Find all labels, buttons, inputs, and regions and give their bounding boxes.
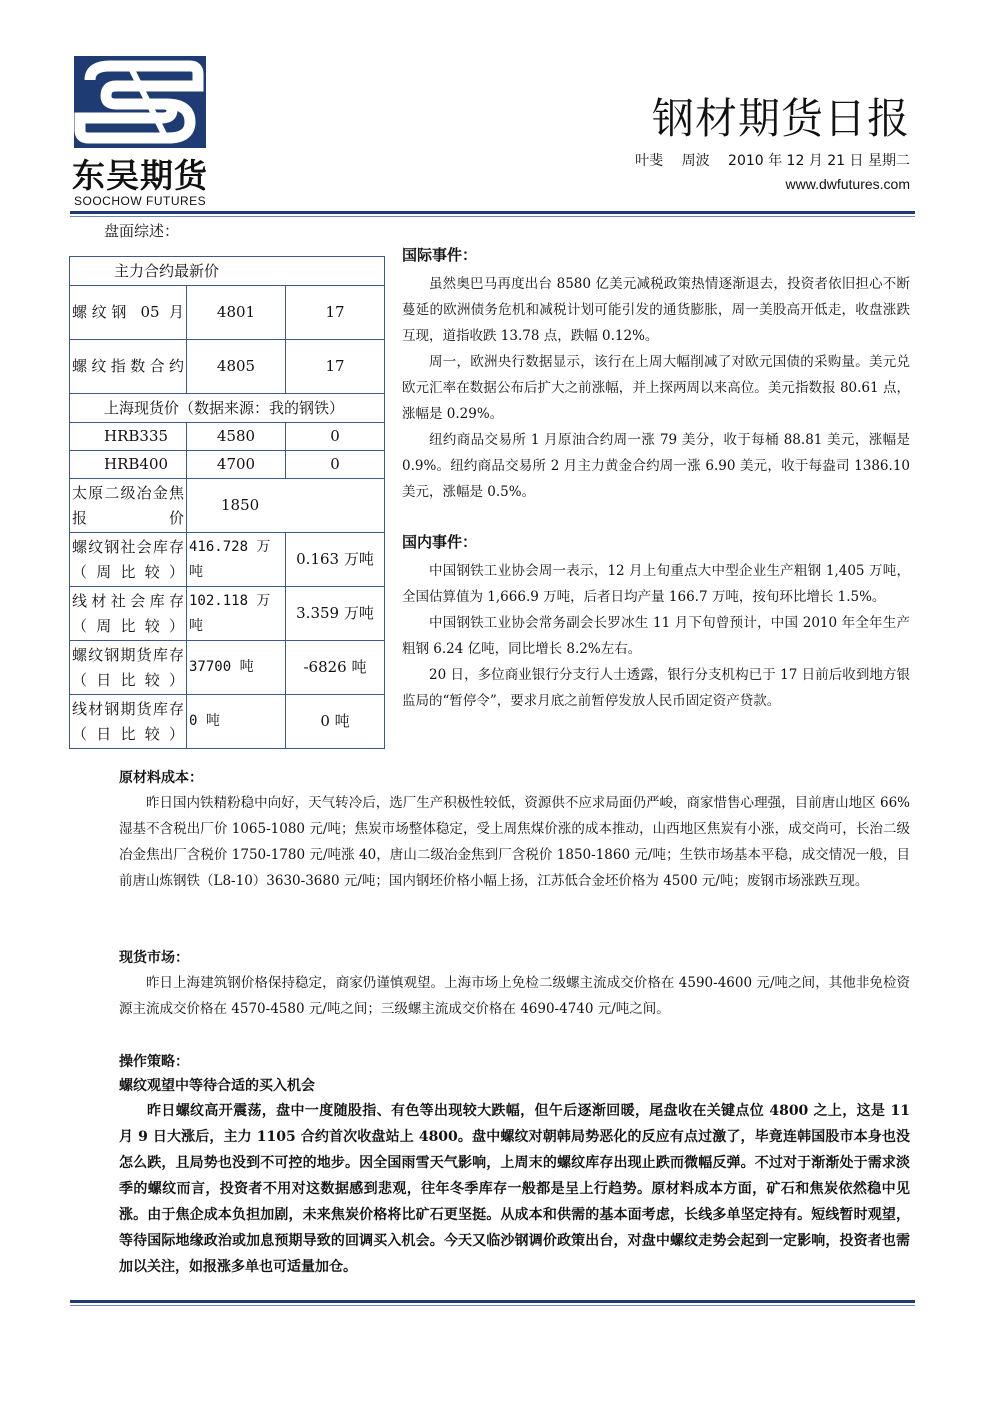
- row-change: -6826 吨: [286, 641, 385, 695]
- table-row: [70, 286, 385, 340]
- table-row: [70, 340, 385, 394]
- section-heading: 国内事件：: [402, 533, 478, 551]
- row-label: 螺纹钢期货库存（日比较）: [70, 641, 187, 695]
- raw-materials-section: [119, 766, 910, 894]
- author-2: 周波: [681, 153, 710, 169]
- paragraph: 中国钢铁工业协会周一表示，12 月上旬重点大中型企业生产粗钢 1,405 万吨，全国估算值为 1,666.9 万吨，后者日均产量 166.7 万吨，按旬环比增长 1.5%。: [402, 563, 910, 605]
- paragraph: 昨日国内铁精粉稳中向好，天气转冷后，选厂生产积极性较低，资源供不应求局面仍严峻，商家惜售心理强，目前唐山地区 66%湿基不含税出厂价 1065-1080 元/吨；焦炭市场整体稳定，受上周焦煤价涨的成本推动，山西地区焦炭有小涨，成交尚可，长治二级冶金焦出厂含税价 1750-1780 元/吨涨 40，唐山二级冶金焦到厂含税价 1850-1860 元/吨；生铁市场基本平稳，成交情况一般，目前唐山炼钢铁（L8-10）3630-3680 元/吨；国内钢坯价格小幅上扬，江苏低合金坯价格为 4500 元/吨；废钢市场涨跌互现。: [119, 795, 910, 889]
- report-title: 钢材期货日报: [651, 94, 910, 143]
- paragraph: 昨日螺纹高开震荡，盘中一度随股指、有色等出现较大跌幅，但午后逐渐回暖，尾盘收在关键点位 4800 之上，这是 11 月 9 日大涨后，主力 1105 合约首次收盘站上 4800。盘中螺纹对朝韩局势恶化的反应有点过激了，毕竟连韩国股市本身也没怎么跌，且局势也没到不可控的地步。因全国雨雪天气影响，上周末的螺纹库存出现止跌而微幅反弹。不过对于渐渐处于需求淡季的螺纹而言，投资者不用对这数据感到悲观，往年冬季库存一般都是呈上行趋势。原材料成本方面，矿石和焦炭依然稳中见涨。由于焦企成本负担加剧，未来焦炭价格将比矿石更坚挺。从成本和供需的基本面考虑，长线多单坚定持有。短线暂时观望，等待国际地缘政治或加息预期导致的回调买入机会。今天又临沙钢调价政策出台，对盘中螺纹走势会起到一定影响，投资者也需加以关注，如报涨多单也可适量加仓。: [119, 1103, 910, 1275]
- table-row: [70, 479, 385, 533]
- footer-rule: [70, 1300, 915, 1303]
- row-value: 4580: [187, 423, 286, 451]
- report-date: 2010 年 12 月 21 日 星期二: [728, 153, 910, 169]
- row-label: 螺纹钢社会库存（周比较）: [70, 533, 187, 587]
- paragraph: 纽约商品交易所 1 月原油合约周一涨 79 美分，收于每桶 88.81 美元，涨幅是 0.9%。纽约商品交易所 2 月主力黄金合约周一涨 6.90 美元，收于每盎司 1386.10 美元，涨幅是 0.5%。: [402, 432, 910, 500]
- paragraph: 昨日上海建筑钢价格保持稳定，商家仍谨慎观望。上海市场上免检二级螺主流成交价格在 4590-4600 元/吨之间，其他非免检资源主流成交价格在 4570-4580 元/吨之间；三级螺主流成交价格在 4690-4740 元/吨之间。: [119, 975, 910, 1017]
- website-link[interactable]: www.dwfutures.com: [785, 176, 910, 192]
- row-label: 线材钢期货库存（日比较）: [70, 695, 187, 749]
- company-logo: [70, 52, 210, 152]
- row-change: 0: [286, 451, 385, 479]
- row-value: 4700: [187, 451, 286, 479]
- logo-chinese-text: 东吴期货: [72, 156, 208, 195]
- strategy-section: [119, 1050, 910, 1280]
- table-row: [70, 641, 385, 695]
- paragraph: 20 日，多位商业银行分支行人士透露，银行分支机构已于 17 日前后收到地方银监局的“暂停令”，要求月底之前暂停发放人民币固定资产贷款。: [402, 667, 910, 709]
- logo-english-text: SOOCHOW FUTURES: [74, 194, 207, 208]
- header-rule-thin: [70, 216, 915, 217]
- row-label: 螺纹指数合约: [70, 340, 187, 394]
- paragraph: 中国钢铁工业协会常务副会长罗冰生 11 月下旬曾预计，中国 2010 年全年生产粗钢 6.24 亿吨，同比增长 8.2%左右。: [402, 615, 910, 657]
- table-row: [70, 533, 385, 587]
- overview-label: 盘面综述：: [104, 222, 180, 240]
- row-change: 0 吨: [286, 695, 385, 749]
- row-value: 1850: [187, 479, 385, 533]
- section-heading: 操作策略：: [119, 1054, 189, 1070]
- header-rule: [70, 211, 915, 214]
- row-value: 102.118 万吨: [187, 587, 286, 641]
- row-value: 4805: [187, 340, 286, 394]
- table-header-spot: 上海现货价（数据来源：我的钢铁）: [70, 394, 385, 423]
- international-events-section: [402, 244, 910, 505]
- footer-rule-thin: [70, 1305, 915, 1306]
- section-heading: 原材料成本：: [119, 770, 203, 786]
- table-row: [70, 257, 385, 286]
- paragraph: 周一，欧洲央行数据显示，该行在上周大幅削减了对欧元国债的采购量。美元兑欧元汇率在数据公布后扩大之前涨幅，并上探两周以来高位。美元指数报 80.61 点，涨幅是 0.29%。: [402, 354, 910, 422]
- row-label: HRB335: [70, 423, 187, 451]
- domestic-events-section: [402, 531, 910, 714]
- market-data-table: [69, 256, 385, 749]
- table-row: [70, 423, 385, 451]
- row-label: HRB400: [70, 451, 187, 479]
- row-value: 416.728 万吨: [187, 533, 286, 587]
- table-row: [70, 394, 385, 423]
- section-subheading: 螺纹观望中等待合适的买入机会: [119, 1078, 315, 1094]
- row-change: 0.163 万吨: [286, 533, 385, 587]
- section-heading: 国际事件：: [402, 246, 478, 264]
- byline: [621, 150, 910, 170]
- spot-market-section: [119, 946, 910, 1022]
- row-value: 37700 吨: [187, 641, 286, 695]
- section-heading: 现货市场：: [119, 950, 189, 966]
- row-value: 4801: [187, 286, 286, 340]
- row-change: 3.359 万吨: [286, 587, 385, 641]
- row-label: 螺纹钢 05 月: [70, 286, 187, 340]
- row-change: 17: [286, 340, 385, 394]
- table-row: [70, 451, 385, 479]
- row-change: 0: [286, 423, 385, 451]
- row-label: 太原二级冶金焦报价: [70, 479, 187, 533]
- row-label: 线材社会库存（周比较）: [70, 587, 187, 641]
- paragraph: 虽然奥巴马再度出台 8580 亿美元减税政策热情逐渐退去，投资者依旧担心不断蔓延的欧洲债务危机和减税计划可能引发的通货膨胀，周一美股高开低走，收盘涨跌互现，道指收跌 13.78 点，跌幅 0.12%。: [402, 276, 910, 344]
- table-row: [70, 587, 385, 641]
- author-1: 叶斐: [635, 153, 664, 169]
- row-value: 0 吨: [187, 695, 286, 749]
- row-change: 17: [286, 286, 385, 340]
- table-row: [70, 695, 385, 749]
- table-header-main: 主力合约最新价: [70, 257, 385, 286]
